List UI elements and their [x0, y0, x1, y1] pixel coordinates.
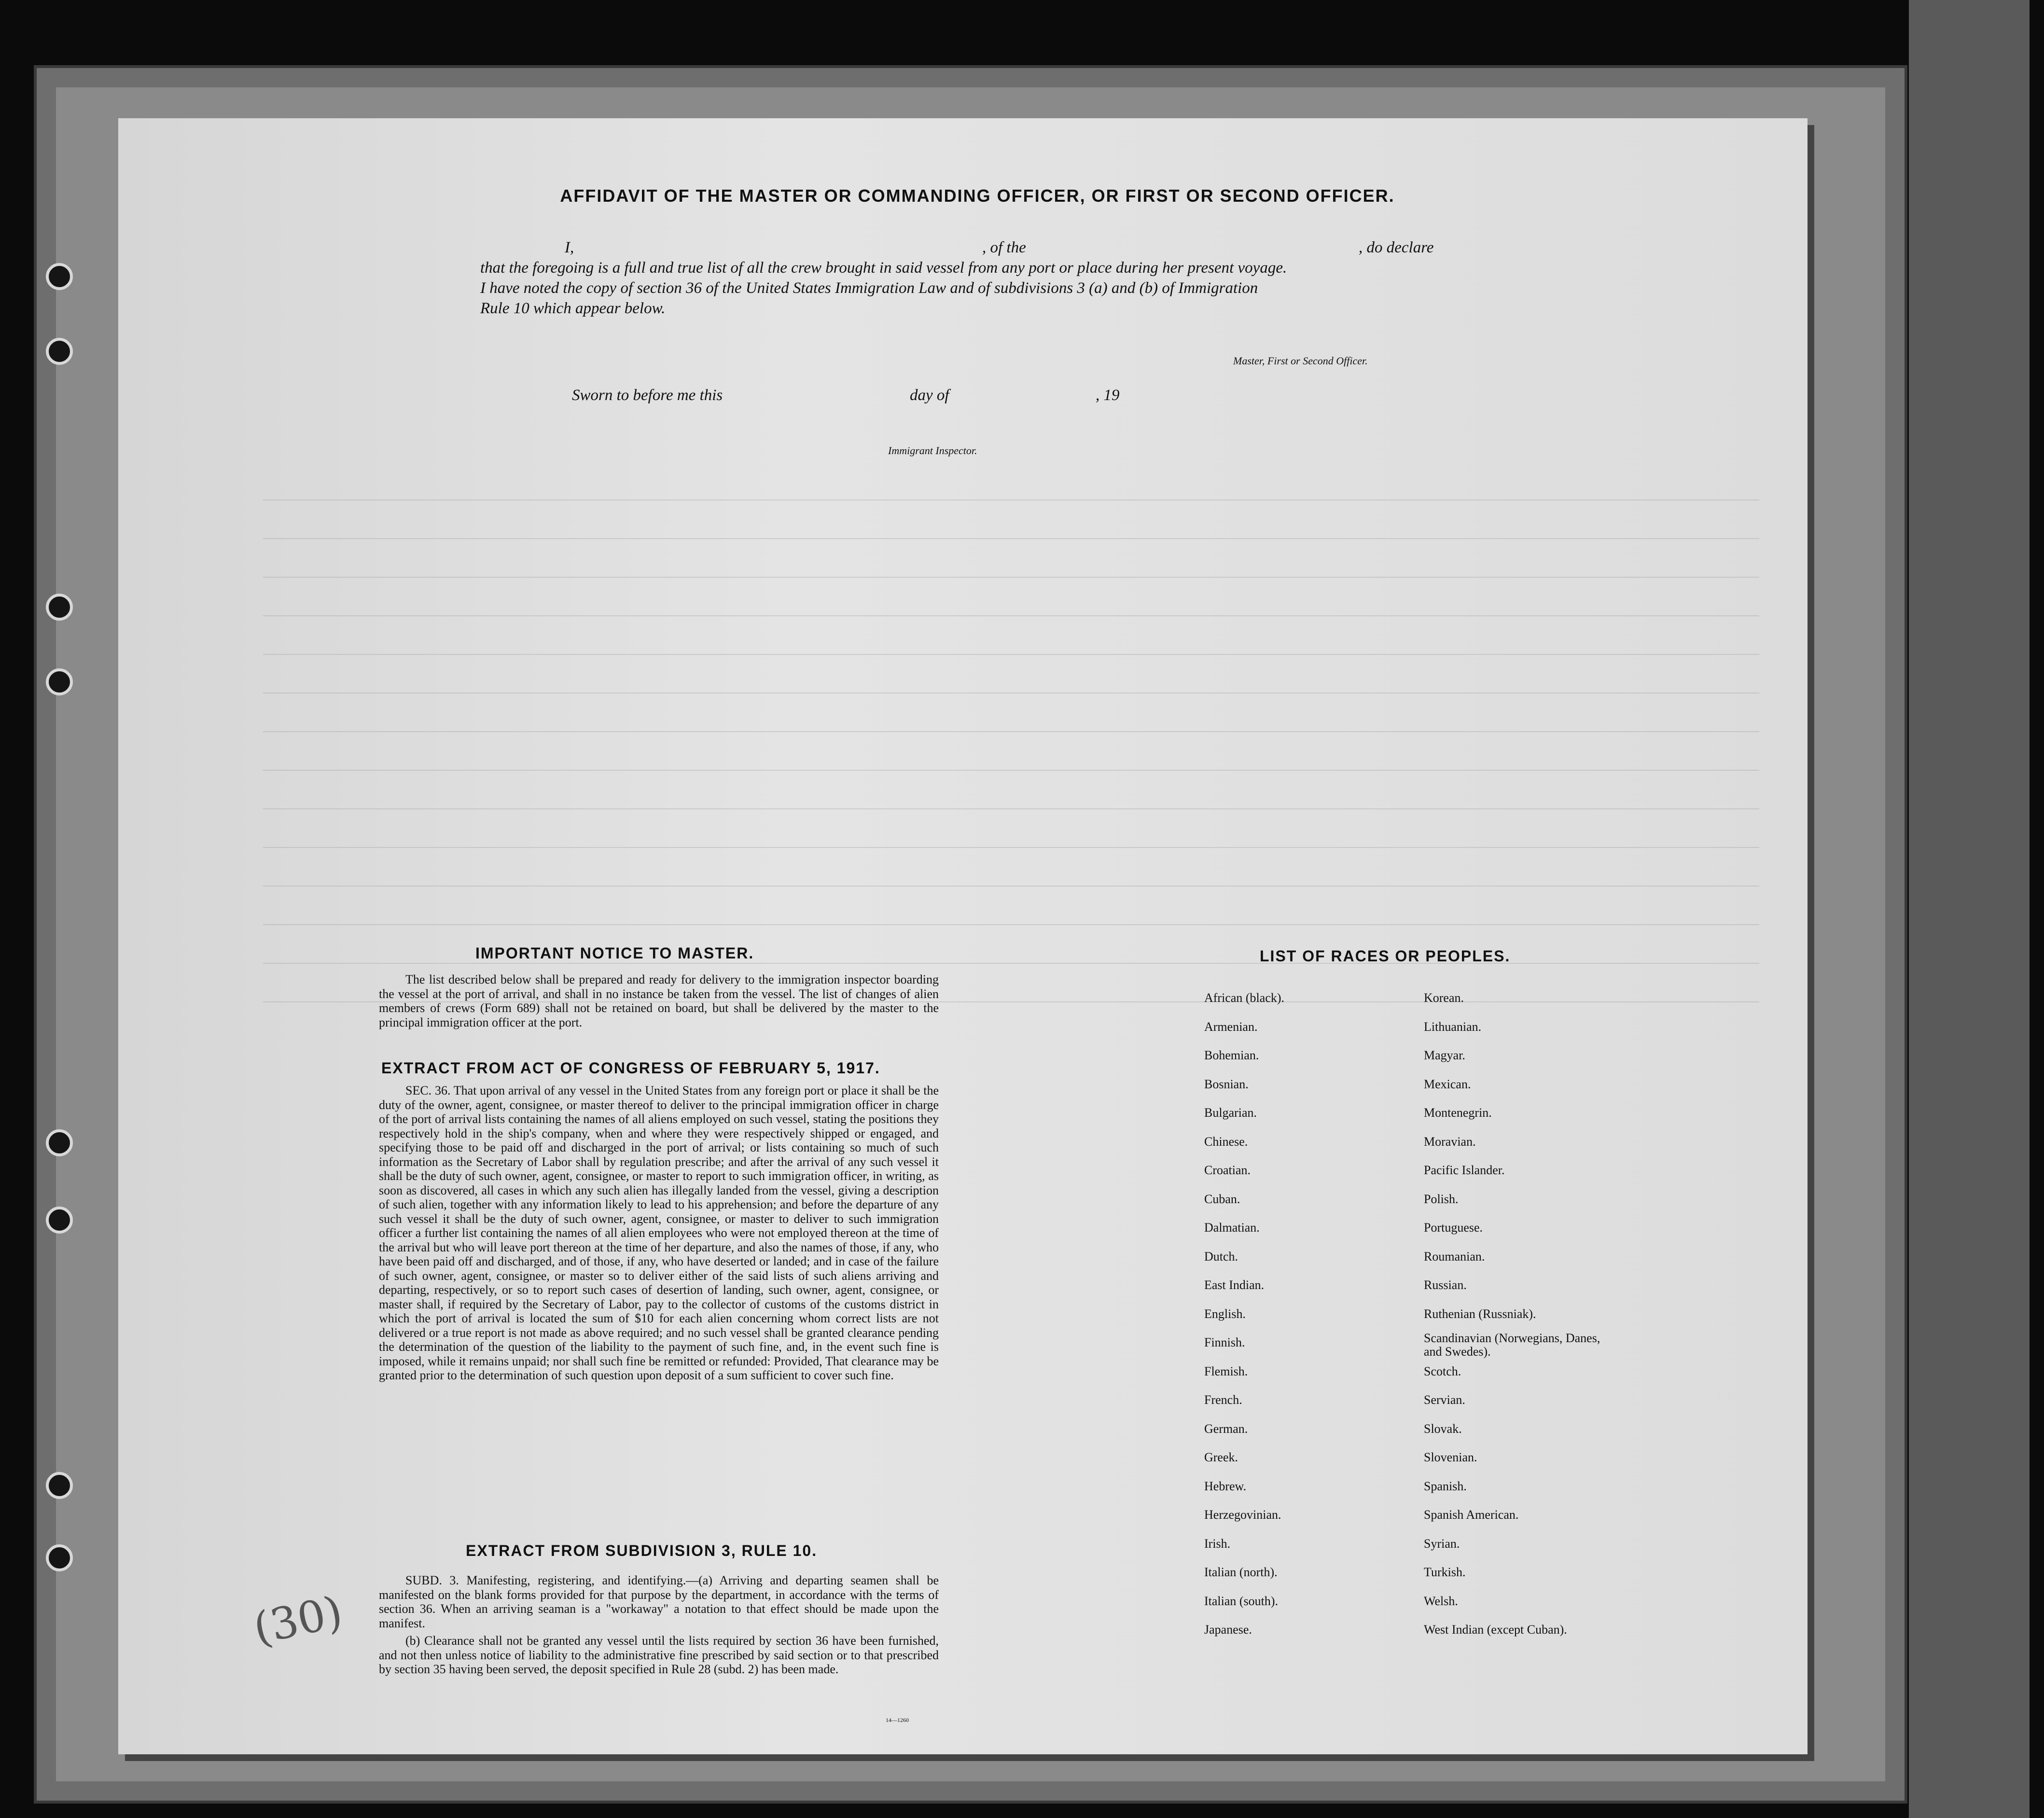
race-item: Dalmatian.: [1204, 1221, 1260, 1235]
race-item: Moravian.: [1424, 1134, 1476, 1149]
race-item: Turkish.: [1424, 1565, 1466, 1579]
race-item: Italian (north).: [1204, 1565, 1278, 1579]
bleed-through-line: [263, 808, 1759, 809]
race-item: Dutch.: [1204, 1249, 1238, 1263]
race-item: African (black).: [1204, 991, 1285, 1005]
day-of-label: day of: [910, 387, 949, 404]
bleed-through-line: [263, 924, 1759, 925]
race-item: Servian.: [1424, 1393, 1465, 1407]
binder-hole: [46, 338, 73, 365]
race-item: English.: [1204, 1306, 1246, 1321]
race-item: Pacific Islander.: [1424, 1163, 1505, 1177]
race-item: Mexican.: [1424, 1077, 1471, 1091]
inspector-label: Immigrant Inspector.: [888, 444, 977, 457]
bleed-through-line: [263, 577, 1759, 578]
bleed-through-line: [263, 731, 1759, 732]
bleed-through-line: [263, 886, 1759, 887]
form-number: 14—1260: [886, 1717, 909, 1723]
bleed-through-line: [263, 654, 1759, 655]
race-item: West Indian (except Cuban).: [1424, 1623, 1567, 1637]
extract-rule-title: EXTRACT FROM SUBDIVISION 3, RULE 10.: [466, 1542, 818, 1559]
race-item: East Indian.: [1204, 1278, 1265, 1292]
binder-hole: [46, 1472, 73, 1499]
affidavit-do-declare: , do declare: [1359, 239, 1434, 256]
binder-hole: [46, 668, 73, 695]
sworn-label: Sworn to before me this: [572, 387, 723, 404]
race-item: Polish.: [1424, 1192, 1459, 1206]
race-item: German.: [1204, 1421, 1248, 1436]
notice-title: IMPORTANT NOTICE TO MASTER.: [475, 944, 754, 962]
bleed-through-line: [263, 693, 1759, 694]
race-item: Greek.: [1204, 1450, 1238, 1464]
race-item: Slovak.: [1424, 1421, 1462, 1436]
race-item: Welsh.: [1424, 1594, 1458, 1608]
affidavit-line-2: that the foregoing is a full and true list of all the crew brought in said vessel from any port or place during her present voyage.: [480, 259, 1287, 277]
race-item: Montenegrin.: [1424, 1106, 1492, 1120]
extract-rule-text-b: (b) Clearance shall not be granted any vessel until the lists required by section 36 have been furnished, and not then unless notice of liability to the administrative fine prescribed by said section or to that prescribed by section 35 having been served, the deposit specified in Rule 28 (subd. 2) has been made.: [379, 1634, 939, 1676]
race-item: French.: [1204, 1393, 1242, 1407]
year-label: , 19: [1096, 387, 1120, 404]
race-item: Spanish.: [1424, 1479, 1467, 1493]
binder-hole: [46, 1544, 73, 1571]
bleed-through-line: [263, 770, 1759, 771]
signature-label: Master, First or Second Officer.: [1233, 355, 1368, 367]
bleed-through-line: [263, 963, 1759, 964]
race-item: Russian.: [1424, 1278, 1467, 1292]
race-item: Japanese.: [1204, 1623, 1252, 1637]
notice-text: The list described below shall be prepared and ready for delivery to the immigration inspector boarding the vessel at the port of arrival, and shall in no instance be taken from the vessel. The list of changes of alien members of crews (Form 689) shall not be retained on board, but shall be delivered by the master to the principal immigration officer at the port.: [379, 972, 939, 1029]
binder-hole: [46, 1207, 73, 1234]
affidavit-of-the: , of the: [982, 239, 1026, 256]
race-item: Magyar.: [1424, 1048, 1465, 1062]
race-item: Bosnian.: [1204, 1077, 1249, 1091]
race-item: Bulgarian.: [1204, 1106, 1257, 1120]
right-edge-strip: [1909, 0, 2030, 1818]
affidavit-title: AFFIDAVIT OF THE MASTER OR COMMANDING OFFICER, OR FIRST OR SECOND OFFICER.: [560, 186, 1395, 206]
sheet-background: [118, 118, 1808, 1754]
bleed-through-line: [263, 615, 1759, 616]
race-item: Irish.: [1204, 1536, 1231, 1551]
race-item: Korean.: [1424, 991, 1464, 1005]
race-item: Spanish American.: [1424, 1508, 1519, 1522]
race-item: Hebrew.: [1204, 1479, 1247, 1493]
race-item: Finnish.: [1204, 1335, 1245, 1349]
race-item: Portuguese.: [1424, 1221, 1483, 1235]
race-item: Bohemian.: [1204, 1048, 1259, 1062]
race-item: Ruthenian (Russniak).: [1424, 1306, 1536, 1321]
race-item: Scandinavian (Norwegians, Danes, and Swedes).: [1424, 1331, 1600, 1359]
race-item: Croatian.: [1204, 1163, 1251, 1177]
race-item: Slovenian.: [1424, 1450, 1477, 1464]
bleed-through-line: [263, 538, 1759, 539]
race-item: Cuban.: [1204, 1192, 1240, 1206]
handwritten-page-number: (30): [249, 1586, 347, 1655]
document-sheet: [118, 118, 1808, 1754]
affidavit-line-4: Rule 10 which appear below.: [480, 300, 666, 317]
race-item: Syrian.: [1424, 1536, 1460, 1551]
race-item: Chinese.: [1204, 1134, 1248, 1149]
race-item: Scotch.: [1424, 1364, 1461, 1378]
bleed-through-line: [263, 847, 1759, 848]
binder-hole: [46, 263, 73, 290]
race-item: Italian (south).: [1204, 1594, 1279, 1608]
affidavit-line-3: I have noted the copy of section 36 of the United States Immigration Law and of subdivisions 3 (a) and (b) of Immigration: [480, 279, 1258, 297]
race-item: Herzegovinian.: [1204, 1508, 1281, 1522]
extract-act-title: EXTRACT FROM ACT OF CONGRESS OF FEBRUARY 5, 1917.: [381, 1059, 880, 1077]
race-item: Armenian.: [1204, 1019, 1258, 1034]
binder-hole: [46, 1129, 73, 1156]
races-title: LIST OF RACES OR PEOPLES.: [1260, 947, 1511, 965]
extract-rule-text-a: SUBD. 3. Manifesting, registering, and identifying.—(a) Arriving and departing seamen shall be manifested on the blank forms provided for that purpose by the department, in accordance with the terms of section 36. When an arriving seaman is a "workaway" a notation to that effect should be made upon the manifest.: [379, 1573, 939, 1630]
extract-act-text: SEC. 36. That upon arrival of any vessel in the United States from any foreign port or place it shall be the duty of the owner, agent, consignee, or master thereof to deliver to the principal immigration officer in charge of the port of arrival lists containing the names of all aliens employed on such vessel, stating the positions they respectively hold in the ship's company, when and where they were respectively shipped or engaged, and specifying those to be paid off and discharged in the port of arrival; or lists containing so much of such information as the Secretary of Labor shall by regulation prescribe; and after the arrival of any such vessel it shall be the duty of such owner, agent, consignee, or master to report to such immigration officer, in writing, as soon as discovered, all cases in which any such alien has illegally landed from the vessel, giving a description of such alien, together with any information likely to lead to his apprehension; and before the departure of any such vessel it shall be the duty of such owner, agent, consignee, or master to deliver to such immigration officer a further list containing the names of all alien employees who were not employed thereon at the time of the arrival but who will leave port thereon at the time of her departure, and also the names of those, if any, who have been paid off and discharged, and of those, if any, who have deserted or landed; and in case of the failure of such owner, agent, consignee, or master so to deliver either of the said lists of such aliens arriving and departing, respectively, or so to report such cases of desertion of landing, such owner, agent, consignee, or master shall, if required by the Secretary of Labor, pay to the collector of customs of the customs district in which the port of arrival is located the sum of $10 for each alien concerning whom correct lists are not delivered or a true report is not made as above required; and no such vessel shall be granted clearance pending the determination of the question of the liability to the payment of such fine, and, in the event such fine is imposed, while it remains unpaid; nor shall such fine be remitted or refunded: Provided, That clearance may be granted prior to the determination of such question upon deposit of a sum sufficient to cover such fine.: [379, 1083, 939, 1382]
race-item: Roumanian.: [1424, 1249, 1485, 1263]
binder-hole: [46, 594, 73, 621]
race-item: Flemish.: [1204, 1364, 1248, 1378]
race-item: Lithuanian.: [1424, 1019, 1482, 1034]
affidavit-i: I,: [565, 239, 574, 256]
